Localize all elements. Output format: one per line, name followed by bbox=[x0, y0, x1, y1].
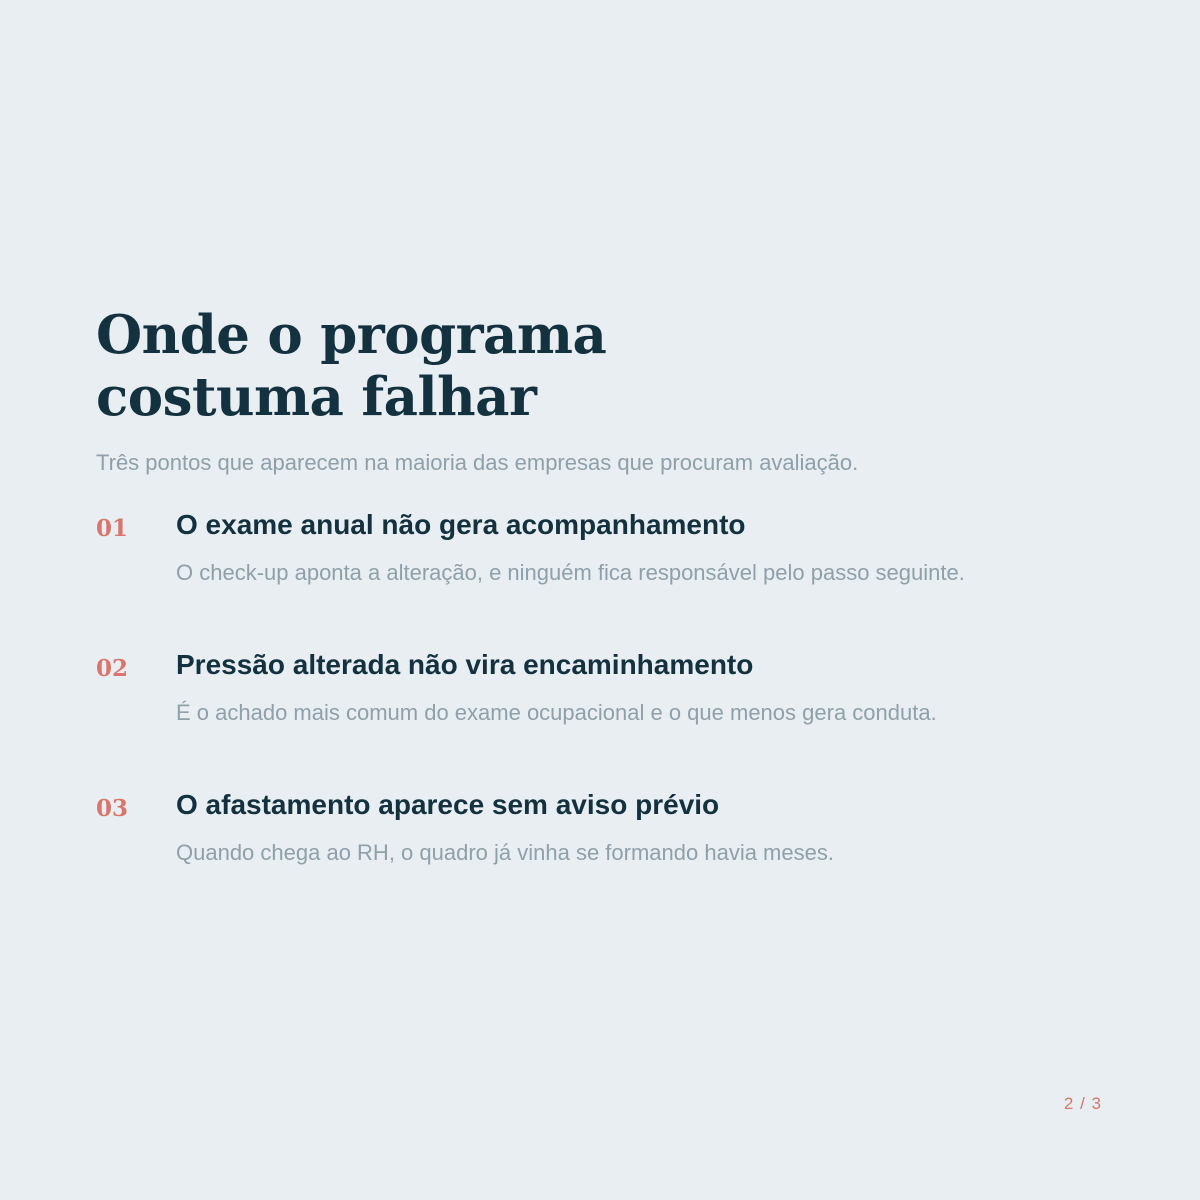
page-indicator: 2 / 3 bbox=[1063, 1094, 1102, 1113]
list-item bbox=[96, 788, 1096, 928]
list-item bbox=[96, 648, 1096, 788]
item-title: O exame anual não gera acompanhamento bbox=[176, 509, 746, 540]
item-number: 01 bbox=[96, 515, 129, 542]
slide-content bbox=[96, 304, 1096, 928]
item-title: O afastamento aparece sem aviso prévio bbox=[176, 789, 720, 820]
page-title bbox=[96, 304, 1096, 428]
item-number: 03 bbox=[96, 795, 129, 822]
failure-points-list bbox=[96, 508, 1096, 928]
item-title: Pressão alterada não vira encaminhamento bbox=[176, 649, 754, 680]
page-subtitle: Três pontos que aparecem na maioria das empresas que procuram avaliação. bbox=[96, 450, 859, 475]
page-title-line-2: costuma falhar bbox=[96, 366, 537, 428]
item-description: O check-up aponta a alteração, e ninguém fica responsável pelo passo seguinte. bbox=[176, 560, 965, 585]
page-title-line-1: Onde o programa bbox=[96, 304, 607, 366]
item-description: É o achado mais comum do exame ocupacional e o que menos gera conduta. bbox=[176, 700, 937, 725]
item-number: 02 bbox=[96, 655, 129, 682]
item-description: Quando chega ao RH, o quadro já vinha se formando havia meses. bbox=[176, 840, 834, 865]
list-item bbox=[96, 508, 1096, 648]
